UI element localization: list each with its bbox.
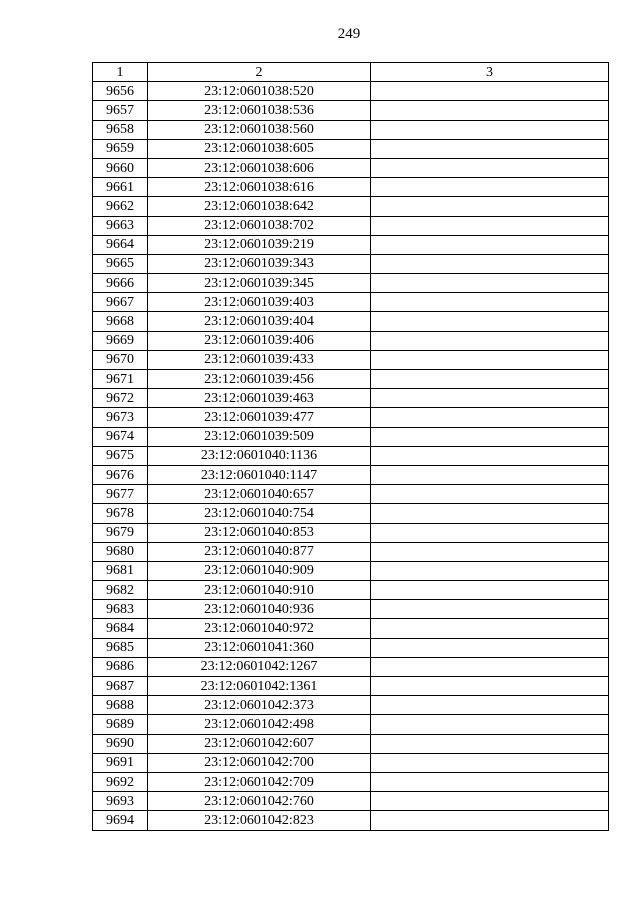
notes-cell [371, 120, 609, 139]
cadastral-number-cell: 23:12:0601039:343 [148, 254, 371, 273]
row-index-cell: 9669 [93, 331, 148, 350]
notes-cell [371, 216, 609, 235]
table-body [93, 82, 609, 830]
cadastral-number-cell: 23:12:0601040:1136 [148, 446, 371, 465]
cadastral-number-cell: 23:12:0601039:406 [148, 331, 371, 350]
row-index-cell: 9658 [93, 120, 148, 139]
notes-cell [371, 293, 609, 312]
cadastral-number-cell: 23:12:0601038:605 [148, 139, 371, 158]
row-index-cell: 9679 [93, 523, 148, 542]
cadastral-number-cell: 23:12:0601040:853 [148, 523, 371, 542]
row-index-cell: 9671 [93, 370, 148, 389]
table-row [93, 101, 609, 120]
row-index-cell: 9676 [93, 465, 148, 484]
row-index-cell: 9677 [93, 485, 148, 504]
row-index-cell: 9687 [93, 677, 148, 696]
row-index-cell: 9663 [93, 216, 148, 235]
table-row [93, 82, 609, 101]
notes-cell [371, 600, 609, 619]
table-row [93, 120, 609, 139]
notes-cell [371, 542, 609, 561]
table-row [93, 677, 609, 696]
row-index-cell: 9664 [93, 235, 148, 254]
notes-cell [371, 772, 609, 791]
notes-cell [371, 523, 609, 542]
notes-cell [371, 331, 609, 350]
table-row [93, 235, 609, 254]
notes-cell [371, 811, 609, 830]
notes-cell [371, 350, 609, 369]
table-row [93, 139, 609, 158]
row-index-cell: 9666 [93, 274, 148, 293]
row-index-cell: 9675 [93, 446, 148, 465]
row-index-cell: 9672 [93, 389, 148, 408]
cadastral-number-cell: 23:12:0601039:477 [148, 408, 371, 427]
row-index-cell: 9673 [93, 408, 148, 427]
table-row [93, 485, 609, 504]
row-index-cell: 9657 [93, 101, 148, 120]
notes-cell [371, 465, 609, 484]
cadastral-table [92, 62, 609, 831]
cadastral-number-cell: 23:12:0601039:456 [148, 370, 371, 389]
table-row [93, 542, 609, 561]
row-index-cell: 9678 [93, 504, 148, 523]
row-index-cell: 9659 [93, 139, 148, 158]
table-row [93, 427, 609, 446]
cadastral-number-cell: 23:12:0601042:373 [148, 696, 371, 715]
notes-cell [371, 792, 609, 811]
row-index-cell: 9660 [93, 158, 148, 177]
table-row [93, 523, 609, 542]
cadastral-number-cell: 23:12:0601039:509 [148, 427, 371, 446]
cadastral-number-cell: 23:12:0601039:219 [148, 235, 371, 254]
cadastral-number-cell: 23:12:0601040:1147 [148, 465, 371, 484]
table-row [93, 715, 609, 734]
row-index-cell: 9685 [93, 638, 148, 657]
row-index-cell: 9690 [93, 734, 148, 753]
table-row [93, 389, 609, 408]
notes-cell [371, 197, 609, 216]
cadastral-number-cell: 23:12:0601041:360 [148, 638, 371, 657]
notes-cell [371, 734, 609, 753]
table-row [93, 581, 609, 600]
row-index-cell: 9674 [93, 427, 148, 446]
cadastral-number-cell: 23:12:0601040:972 [148, 619, 371, 638]
notes-cell [371, 427, 609, 446]
notes-cell [371, 139, 609, 158]
row-index-cell: 9668 [93, 312, 148, 331]
cadastral-number-cell: 23:12:0601040:877 [148, 542, 371, 561]
table-row [93, 370, 609, 389]
row-index-cell: 9681 [93, 561, 148, 580]
table-row [93, 197, 609, 216]
cadastral-number-cell: 23:12:0601040:754 [148, 504, 371, 523]
notes-cell [371, 485, 609, 504]
cadastral-number-cell: 23:12:0601038:536 [148, 101, 371, 120]
notes-cell [371, 82, 609, 101]
column-header-cadastral-number: 2 [148, 63, 371, 82]
notes-cell [371, 753, 609, 772]
table-row [93, 734, 609, 753]
notes-cell [371, 619, 609, 638]
cadastral-number-cell: 23:12:0601039:433 [148, 350, 371, 369]
row-index-cell: 9665 [93, 254, 148, 273]
notes-cell [371, 254, 609, 273]
row-index-cell: 9656 [93, 82, 148, 101]
cadastral-number-cell: 23:12:0601039:463 [148, 389, 371, 408]
table-row [93, 792, 609, 811]
column-header-notes: 3 [371, 63, 609, 82]
cadastral-number-cell: 23:12:0601042:498 [148, 715, 371, 734]
cadastral-number-cell: 23:12:0601038:560 [148, 120, 371, 139]
cadastral-number-cell: 23:12:0601040:936 [148, 600, 371, 619]
cadastral-number-cell: 23:12:0601038:606 [148, 158, 371, 177]
notes-cell [371, 696, 609, 715]
table-row [93, 657, 609, 676]
cadastral-number-cell: 23:12:0601042:607 [148, 734, 371, 753]
table-row [93, 312, 609, 331]
page-number: 249 [337, 26, 361, 42]
notes-cell [371, 389, 609, 408]
cadastral-number-cell: 23:12:0601040:657 [148, 485, 371, 504]
table-row [93, 350, 609, 369]
cadastral-number-cell: 23:12:0601039:404 [148, 312, 371, 331]
notes-cell [371, 312, 609, 331]
notes-cell [371, 101, 609, 120]
cadastral-number-cell: 23:12:0601042:700 [148, 753, 371, 772]
table-row [93, 178, 609, 197]
notes-cell [371, 274, 609, 293]
table-row [93, 504, 609, 523]
notes-cell [371, 178, 609, 197]
table-header-row [93, 63, 609, 82]
row-index-cell: 9691 [93, 753, 148, 772]
notes-cell [371, 408, 609, 427]
table-row [93, 561, 609, 580]
row-index-cell: 9682 [93, 581, 148, 600]
row-index-cell: 9688 [93, 696, 148, 715]
table-row [93, 274, 609, 293]
table-row [93, 638, 609, 657]
table-row [93, 772, 609, 791]
cadastral-number-cell: 23:12:0601042:823 [148, 811, 371, 830]
cadastral-number-cell: 23:12:0601040:909 [148, 561, 371, 580]
notes-cell [371, 677, 609, 696]
row-index-cell: 9680 [93, 542, 148, 561]
notes-cell [371, 158, 609, 177]
table-row [93, 696, 609, 715]
cadastral-number-cell: 23:12:0601038:520 [148, 82, 371, 101]
cadastral-number-cell: 23:12:0601039:403 [148, 293, 371, 312]
notes-cell [371, 657, 609, 676]
notes-cell [371, 638, 609, 657]
cadastral-number-cell: 23:12:0601038:616 [148, 178, 371, 197]
table-row [93, 619, 609, 638]
row-index-cell: 9684 [93, 619, 148, 638]
cadastral-number-cell: 23:12:0601038:642 [148, 197, 371, 216]
row-index-cell: 9689 [93, 715, 148, 734]
row-index-cell: 9694 [93, 811, 148, 830]
table-row [93, 293, 609, 312]
row-index-cell: 9667 [93, 293, 148, 312]
row-index-cell: 9661 [93, 178, 148, 197]
notes-cell [371, 715, 609, 734]
row-index-cell: 9670 [93, 350, 148, 369]
cadastral-number-cell: 23:12:0601040:910 [148, 581, 371, 600]
cadastral-number-cell: 23:12:0601042:1361 [148, 677, 371, 696]
cadastral-number-cell: 23:12:0601042:760 [148, 792, 371, 811]
table-row [93, 753, 609, 772]
table-row [93, 216, 609, 235]
notes-cell [371, 581, 609, 600]
notes-cell [371, 235, 609, 254]
notes-cell [371, 370, 609, 389]
table-row [93, 465, 609, 484]
cadastral-number-cell: 23:12:0601038:702 [148, 216, 371, 235]
notes-cell [371, 504, 609, 523]
column-header-index: 1 [93, 63, 148, 82]
table-row [93, 158, 609, 177]
table-row [93, 811, 609, 830]
row-index-cell: 9692 [93, 772, 148, 791]
row-index-cell: 9662 [93, 197, 148, 216]
table-row [93, 600, 609, 619]
table-row [93, 408, 609, 427]
notes-cell [371, 561, 609, 580]
row-index-cell: 9683 [93, 600, 148, 619]
table-row [93, 254, 609, 273]
table-row [93, 446, 609, 465]
row-index-cell: 9686 [93, 657, 148, 676]
table-row [93, 331, 609, 350]
row-index-cell: 9693 [93, 792, 148, 811]
cadastral-number-cell: 23:12:0601039:345 [148, 274, 371, 293]
cadastral-number-cell: 23:12:0601042:1267 [148, 657, 371, 676]
cadastral-number-cell: 23:12:0601042:709 [148, 772, 371, 791]
notes-cell [371, 446, 609, 465]
